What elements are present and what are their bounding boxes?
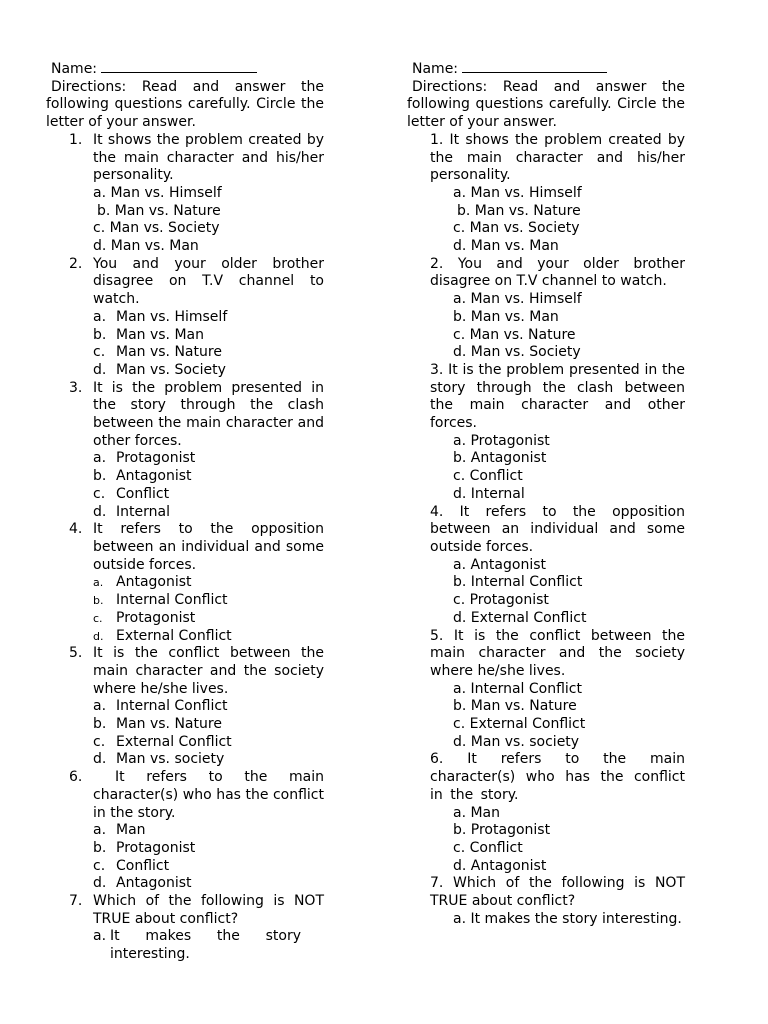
option-letter: d. — [93, 875, 107, 892]
option-a[interactable] — [93, 574, 324, 592]
option-a[interactable] — [93, 698, 324, 716]
name-label: Name: — [51, 61, 98, 77]
question-text: You and your older brother disagree on T.V channel to watch. — [93, 255, 324, 308]
option-text: Man — [116, 822, 146, 839]
question-3: 3. It is the problem presented in the story through the clash between the main character and other forces. — [430, 361, 685, 432]
option-text: Conflict — [116, 857, 170, 874]
question-number: 6. — [69, 769, 83, 786]
option-letter: a. — [93, 822, 107, 839]
option-a[interactable]: a. Man — [453, 804, 501, 821]
option-d[interactable] — [93, 628, 324, 646]
option-letter: d. — [93, 629, 104, 643]
option-letter: a. — [453, 910, 467, 927]
question-1: 1. It shows the problem created by the main character and his/her personality. — [430, 131, 685, 184]
name-blank[interactable] — [101, 59, 257, 73]
option-c[interactable] — [93, 486, 324, 504]
question-text: It shows the problem created by the main character and his/her personality. — [93, 131, 324, 184]
option-text: Internal Conflict — [116, 592, 228, 609]
option-letter: c. — [93, 344, 106, 361]
option-letter: c. — [93, 857, 106, 874]
option-a[interactable]: a. Internal Conflict — [453, 680, 582, 697]
option-letter: d. — [93, 361, 107, 378]
question-3 — [46, 380, 324, 451]
option-text: Man vs. Himself — [116, 308, 228, 325]
question-number: 5. — [69, 645, 83, 662]
option-b[interactable] — [93, 840, 324, 858]
option-c[interactable] — [93, 858, 324, 876]
option-b[interactable]: b. Man vs. Nature — [453, 698, 577, 715]
option-letter: d. — [93, 751, 107, 768]
option-text: It makes the story interesting. — [470, 910, 682, 927]
option-b[interactable]: b. Protagonist — [453, 822, 551, 839]
option-text: Protagonist — [116, 450, 196, 467]
option-a[interactable] — [93, 450, 324, 468]
question-number: 3. — [69, 379, 83, 396]
directions: Directions: Read and answer the following questions carefully. Circle the letter of your answer. — [46, 78, 324, 131]
option-a[interactable] — [453, 911, 685, 929]
question-1 — [46, 132, 324, 185]
question-4: 4. It refers to the opposition between an individual and some outside forces. — [430, 503, 685, 555]
option-c[interactable]: c. Man vs. Society — [453, 220, 580, 237]
option-c[interactable] — [93, 610, 324, 628]
option-c[interactable] — [93, 734, 324, 752]
option-b[interactable] — [93, 327, 324, 345]
option-d[interactable] — [93, 504, 324, 522]
question-text: It refers to the opposition between an individual and some outside forces. — [93, 521, 324, 573]
question-text: It is the conflict between the main character and the society where he/she lives. — [93, 645, 324, 697]
option-c[interactable]: c. Conflict — [453, 839, 523, 856]
option-text: Antagonist — [116, 574, 192, 591]
option-letter: a. — [93, 308, 107, 325]
question-7 — [46, 893, 324, 928]
question-text: Which of the following is NOT TRUE about conflict? — [93, 893, 324, 927]
option-a[interactable] — [93, 822, 324, 840]
quiz-column-left — [46, 59, 324, 964]
option-a[interactable]: a. Man vs. Himself — [453, 184, 582, 201]
option-d[interactable]: d. Man vs. Society — [453, 344, 581, 361]
question-2: 2. You and your older brother disagree on T.V channel to watch. — [430, 255, 685, 290]
question-text: It refers to the main character(s) who has the conflict in the story. — [93, 769, 324, 821]
option-letter: b. — [93, 326, 107, 343]
option-d[interactable]: d. Antagonist — [453, 857, 547, 874]
option-d[interactable] — [93, 751, 324, 769]
option-letter: c. — [93, 485, 106, 502]
option-letter: c. — [93, 611, 103, 625]
option-letter: d. — [93, 503, 107, 520]
quiz-column-right — [407, 59, 685, 928]
option-text: Antagonist — [116, 875, 192, 892]
option-b[interactable] — [93, 716, 324, 734]
option-letter: a. — [93, 928, 107, 945]
option-text: Man vs. society — [116, 751, 225, 768]
name-field[interactable] — [46, 59, 324, 79]
option-letter: c. — [93, 733, 106, 750]
question-number: 4. — [69, 521, 83, 538]
option-letter: a. — [93, 576, 104, 590]
option-text: External Conflict — [116, 733, 232, 750]
option-a[interactable]: a. Antagonist — [453, 556, 546, 573]
option-a[interactable] — [93, 309, 324, 327]
option-text: Man vs. Nature — [116, 716, 222, 733]
option-d[interactable]: d. Man vs. society — [453, 733, 580, 750]
option-text: Antagonist — [116, 468, 192, 485]
question-6 — [46, 769, 324, 822]
option-letter: b. — [93, 839, 107, 856]
option-b[interactable] — [93, 468, 324, 486]
option-c[interactable]: c. Protagonist — [453, 592, 549, 609]
option-d[interactable]: d. Man vs. Man — [93, 238, 199, 255]
name-label: Name: — [412, 61, 459, 77]
option-a[interactable]: a. Man vs. Himself — [453, 291, 582, 308]
question-5 — [46, 645, 324, 698]
option-a[interactable]: a. Man vs. Himself — [93, 184, 222, 201]
question-text: It is the problem presented in the story through the clash between the main character and other forces. — [93, 379, 324, 449]
option-text: Man vs. Society — [116, 361, 226, 378]
option-text: Protagonist — [116, 839, 196, 856]
name-field[interactable] — [407, 59, 685, 79]
option-letter: a. — [93, 450, 107, 467]
option-text: Conflict — [116, 485, 170, 502]
option-a[interactable]: a. Protagonist — [453, 432, 550, 449]
option-c[interactable] — [93, 344, 324, 362]
option-d[interactable] — [93, 362, 324, 380]
option-text: External Conflict — [116, 627, 232, 644]
question-7: 7. Which of the following is NOT TRUE about conflict? — [430, 875, 685, 910]
option-b[interactable]: b. Internal Conflict — [453, 574, 583, 591]
option-d[interactable]: d. Internal — [453, 485, 525, 502]
option-d[interactable]: d. Man vs. Man — [453, 238, 559, 255]
option-text: Internal — [116, 503, 170, 520]
option-text: Protagonist — [116, 609, 196, 626]
question-6: 6. It refers to the main character(s) who has the conflict in the story. — [430, 751, 685, 803]
question-2 — [46, 256, 324, 309]
option-text: Man vs. Nature — [116, 344, 222, 361]
option-text: Man vs. Man — [116, 326, 204, 343]
question-5: 5. It is the conflict between the main character and the society where he/she lives. — [430, 627, 685, 679]
question-4 — [46, 521, 324, 574]
option-d[interactable]: d. External Conflict — [453, 609, 587, 626]
option-b[interactable]: b. Man vs. Man — [453, 308, 559, 325]
option-c[interactable]: c. External Conflict — [453, 716, 586, 733]
question-number: 1. — [69, 131, 83, 148]
name-blank[interactable] — [462, 59, 607, 73]
option-letter: b. — [93, 594, 104, 608]
option-letter: a. — [93, 698, 107, 715]
option-letter: b. — [93, 716, 107, 733]
option-b[interactable]: b. Man vs. Nature — [457, 202, 581, 219]
option-d[interactable] — [93, 875, 324, 893]
option-b[interactable]: b. Man vs. Nature — [97, 202, 221, 219]
option-b[interactable]: b. Antagonist — [453, 450, 547, 467]
option-c[interactable]: c. Conflict — [453, 468, 523, 485]
question-number: 2. — [69, 255, 83, 272]
option-letter: b. — [93, 468, 107, 485]
question-number: 7. — [69, 893, 83, 910]
option-text: It makes the story interesting. — [110, 928, 301, 963]
option-text: Internal Conflict — [116, 698, 228, 715]
option-c[interactable]: c. Man vs. Society — [93, 220, 220, 237]
option-b[interactable] — [93, 592, 324, 610]
option-c[interactable]: c. Man vs. Nature — [453, 326, 576, 343]
option-a[interactable] — [93, 928, 324, 963]
directions: Directions: Read and answer the following questions carefully. Circle the letter of your answer. — [407, 78, 685, 131]
